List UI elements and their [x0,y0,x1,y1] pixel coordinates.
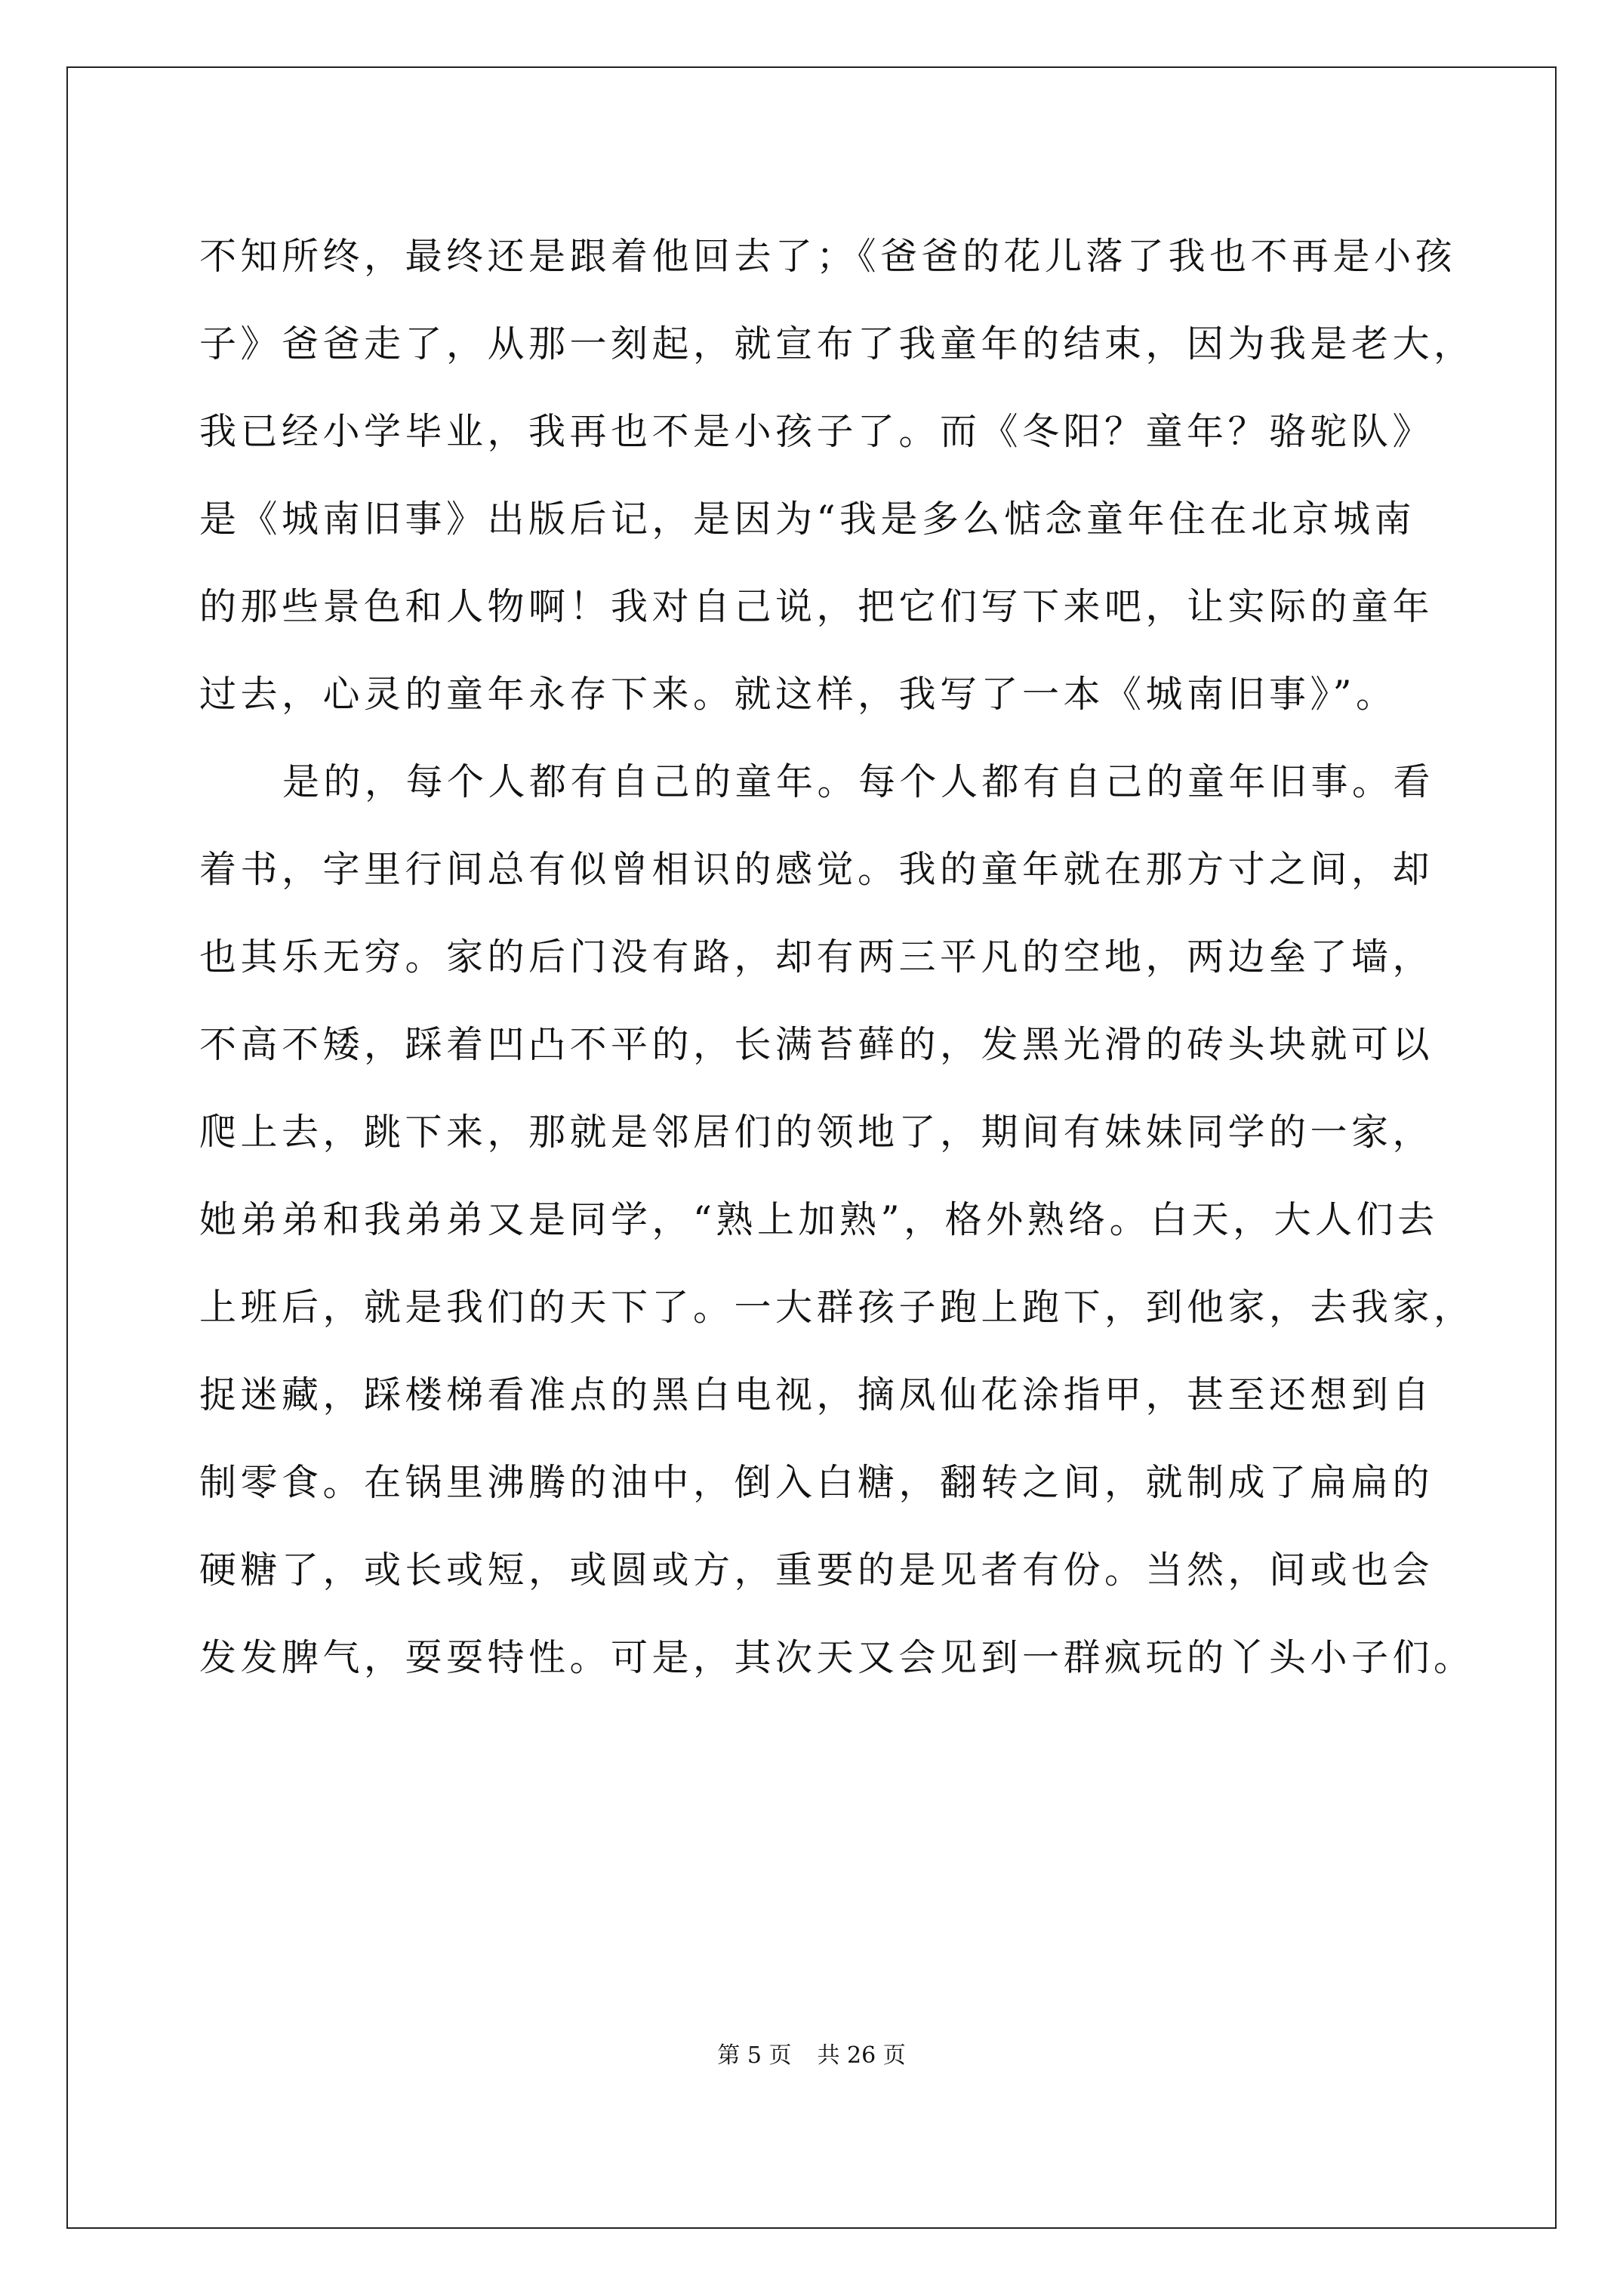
text-line: 是《城南旧事》出版后记，是因为“我是多么惦念童年住在北京城南 [199,498,1416,541]
document-body [199,213,1475,1702]
page-number: 第 5 页 [717,2042,792,2069]
text-line: 我已经小学毕业，我再也不是小孩子了。而《冬阳？童年？骆驼队》 [199,410,1434,453]
text-line: 子》爸爸走了，从那一刻起，就宣布了我童年的结束，因为我是老大， [199,322,1475,365]
text-line: 着书，字里行间总有似曾相识的感觉。我的童年就在那方寸之间，却 [199,848,1434,891]
text-line: 也其乐无穷。家的后门没有路，却有两三平凡的空地，两边垒了墙， [199,935,1434,978]
text-line: 的那些景色和人物啊！我对自己说，把它们写下来吧，让实际的童年 [199,585,1434,628]
text-line: 上班后，就是我们的天下了。一大群孩子跑上跑下，到他家，去我家， [199,1286,1475,1329]
text-line: 爬上去，跳下来，那就是邻居们的领地了，期间有妹妹同学的一家， [199,1111,1434,1154]
text-line: 捉迷藏，踩楼梯看准点的黑白电视，摘凤仙花涂指甲，甚至还想到自 [199,1373,1434,1416]
text-line: 她弟弟和我弟弟又是同学，“熟上加熟”，格外熟络。白天，大人们去 [199,1198,1439,1241]
text-line: 制零食。在锅里沸腾的油中，倒入白糖，翻转之间，就制成了扁扁的 [199,1461,1434,1504]
text-line: 过去，心灵的童年永存下来。就这样，我写了一本《城南旧事》”。 [199,673,1397,716]
page-total: 共 26 页 [817,2042,906,2069]
paragraph-start-line: 是的，每个人都有自己的童年。每个人都有自己的童年旧事。看 [282,760,1435,803]
text-line: 不知所终，最终还是跟着他回去了；《爸爸的花儿落了我也不再是小孩 [199,235,1457,278]
text-line: 硬糖了，或长或短，或圆或方，重要的是见者有份。当然，间或也会 [199,1549,1434,1592]
text-line: 发发脾气，耍耍特性。可是，其次天又会见到一群疯玩的丫头小子们。 [199,1636,1475,1679]
text-line: 不高不矮，踩着凹凸不平的，长满苔藓的，发黑光滑的砖头块就可以 [199,1023,1434,1066]
page-footer [0,2041,1623,2071]
